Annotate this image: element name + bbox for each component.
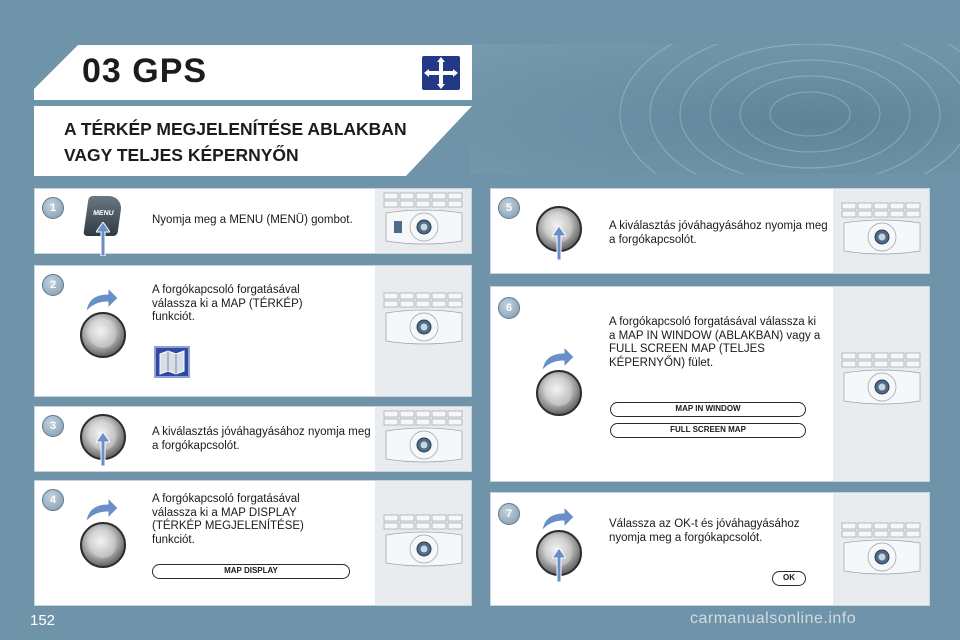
- chapter-title: 03 GPS: [82, 52, 208, 90]
- step-number-2: 2: [42, 274, 64, 296]
- full-screen-map-option: FULL SCREEN MAP: [610, 423, 806, 438]
- topographic-pattern: [470, 44, 960, 174]
- rotate-arrow-icon: [540, 345, 576, 373]
- map-display-option: MAP DISPLAY: [152, 564, 350, 579]
- press-arrow-icon: [96, 432, 110, 466]
- step-text-5: A kiválasztás jóváhagyásához nyomja meg a forgókapcsolót.: [609, 220, 828, 246]
- step-number-7: 7: [498, 503, 520, 525]
- step-number-5: 5: [498, 197, 520, 219]
- step-text-1: Nyomja meg a MENU (MENÜ) gombot.: [152, 214, 353, 226]
- watermark: carmanualsonline.info: [690, 610, 857, 627]
- step-number-4: 4: [42, 489, 64, 511]
- step-text-4: A forgókapcsoló forgatásával válassza ki a MAP DISPLAY (TÉRKÉP MEGJELENÍTÉSE) funkciót.: [152, 493, 304, 546]
- control-panel-illustration: [380, 190, 468, 252]
- control-panel-illustration: [838, 200, 926, 262]
- step-number-3: 3: [42, 415, 64, 437]
- rotate-arrow-icon: [84, 286, 120, 314]
- menu-button-icon: MENU: [83, 196, 123, 236]
- control-panel-illustration: [380, 408, 468, 470]
- map-function-icon: [154, 346, 190, 378]
- page-number: 152: [30, 612, 56, 629]
- section-title: [64, 116, 407, 168]
- press-arrow-icon: [96, 222, 110, 256]
- control-panel-illustration: [380, 512, 468, 574]
- control-panel-illustration: [380, 290, 468, 352]
- ok-option: OK: [772, 571, 806, 586]
- rotate-arrow-icon: [540, 505, 576, 533]
- rotary-knob-icon: [536, 370, 582, 416]
- step-text-2: A forgókapcsoló forgatásával válassza ki a MAP (TÉRKÉP) funkciót.: [152, 284, 303, 323]
- step-text-7: Válassza az OK-t és jóváhagyásához nyomja meg a forgókapcsolót.: [609, 518, 800, 544]
- section-title-line2: VAGY TELJES KÉPERNYŐN: [64, 145, 299, 165]
- rotary-knob-icon: [80, 522, 126, 568]
- rotate-arrow-icon: [84, 496, 120, 524]
- control-panel-illustration: [838, 350, 926, 412]
- step-number-1: 1: [42, 197, 64, 219]
- map-in-window-option: MAP IN WINDOW: [610, 402, 806, 417]
- gps-crosshair-icon: [422, 56, 460, 90]
- press-arrow-icon: [552, 548, 566, 582]
- rotary-knob-icon: [80, 312, 126, 358]
- press-arrow-icon: [552, 226, 566, 260]
- step-text-3: A kiválasztás jóváhagyásához nyomja meg a forgókapcsolót.: [152, 426, 371, 452]
- control-panel-illustration: [838, 520, 926, 582]
- step-number-6: 6: [498, 297, 520, 319]
- step-text-6: A forgókapcsoló forgatásával válassza ki a MAP IN WINDOW (ABLAKBAN) vagy a FULL SCREEN MAP (TELJES KÉPERNYŐN) fület.: [609, 316, 821, 369]
- section-title-line1: A TÉRKÉP MEGJELENÍTÉSE ABLAKBAN: [64, 119, 407, 139]
